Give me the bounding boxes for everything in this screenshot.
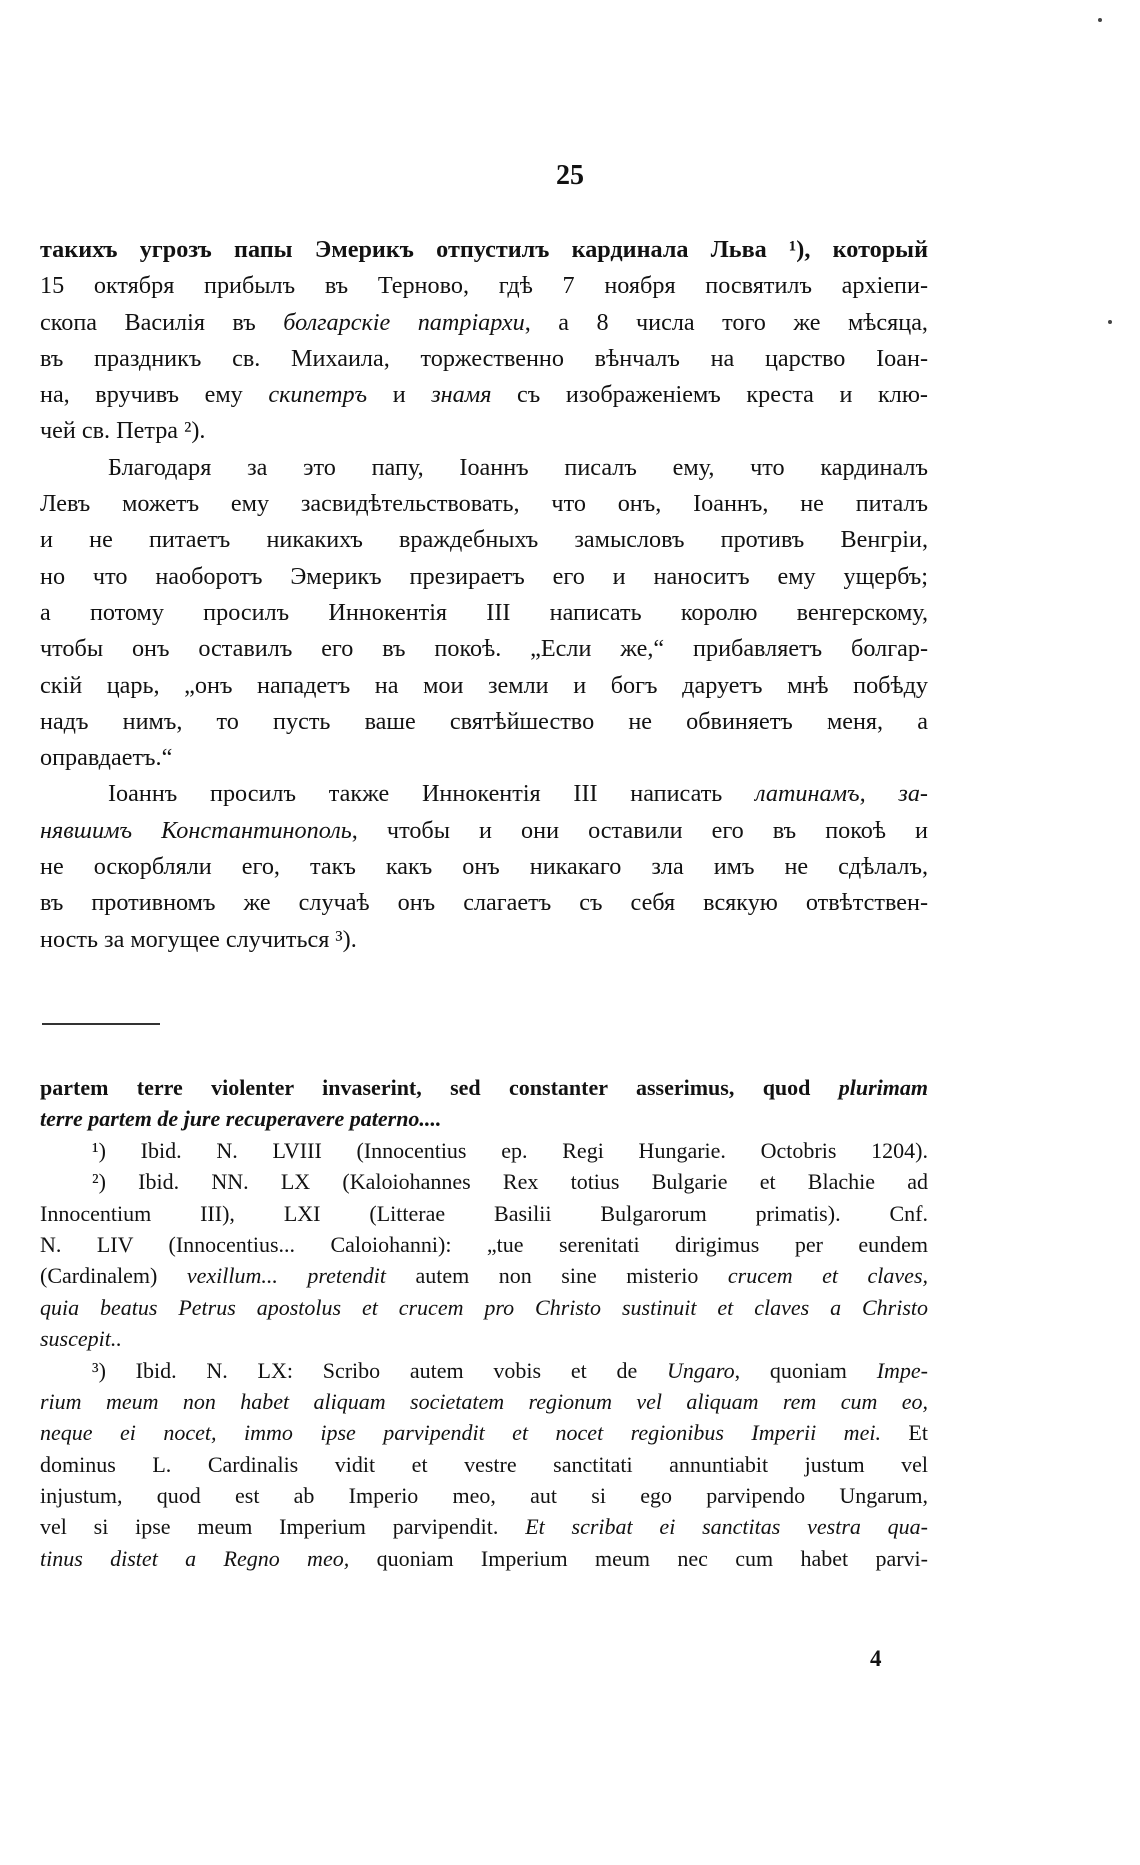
footnote-line: vel si ipse meum Imperium parvipendit. Et scribat ei sanctitas vestra qua-	[40, 1514, 928, 1540]
footnote-line: N. LIV (Innocentius... Caloiohanni): „tue serenitati dirigimus per eundem	[40, 1231, 928, 1257]
text-line: въ праздникъ св. Михаила, торжественно вѣнчалъ на царство Іоан-	[40, 344, 928, 372]
text-line: на, вручивъ ему скипетръ и знамя съ изображеніемъ креста и клю-	[40, 381, 928, 409]
text-line: чей св. Петра ²).	[40, 417, 206, 445]
text-line: не оскорбляли его, такъ какъ онъ никакаго зла имъ не сдѣлалъ,	[40, 853, 928, 881]
text-line: въ противномъ же случаѣ онъ слагаетъ съ себя всякую отвѣтствен-	[40, 889, 928, 917]
footnote-line: quia beatus Petrus apostolus et crucem pro Christo sustinuit et claves a Christo	[40, 1294, 928, 1320]
signature-mark: 4	[870, 1646, 882, 1671]
paragraph-start: Благодаря за это папу, Іоаннъ писалъ ему, что кардиналъ	[108, 453, 928, 481]
footnote-line: tinus distet a Regno meo, quoniam Imperium meum nec cum habet parvi-	[40, 1545, 928, 1571]
text-line: ность за могущее случиться ³).	[40, 925, 357, 953]
speck	[1098, 18, 1102, 22]
text-line: а потому просилъ Иннокентія III написать королю венгерскому,	[40, 598, 928, 626]
page-number: 25	[556, 160, 584, 191]
footnote-line: suscepit..	[40, 1326, 122, 1352]
footnote-line: rium meum non habet aliquam societatem regionum vel aliquam rem cum eo,	[40, 1388, 928, 1414]
footnote-line: terre partem de jure recuperavere paterno....	[40, 1106, 442, 1132]
text-line: и не питаетъ никакихъ враждебныхъ замысловъ противъ Венгріи,	[40, 526, 928, 554]
footnote-2: ²) Ibid. NN. LX (Kaloiohannes Rex totius Bulgarie et Blachie ad	[92, 1169, 928, 1195]
text-line: скопа Василія въ болгарскіе патріархи, а 8 числа того же мѣсяца,	[40, 308, 928, 336]
text-line: Левъ можетъ ему засвидѣтельствовать, что онъ, Іоаннъ, не питалъ	[40, 490, 928, 518]
text-line: 15 октября прибылъ въ Терново, гдѣ 7 ноября посвятилъ архіепи-	[40, 272, 928, 300]
footnote-divider	[42, 1023, 160, 1025]
paragraph-start: Іоаннъ просилъ также Иннокентія III написать латинамъ, за-	[108, 780, 928, 808]
footnote-line: (Cardinalem) vexillum... pretendit autem non sine misterio crucem et claves,	[40, 1263, 929, 1289]
text-line: оправдаетъ.“	[40, 744, 173, 772]
text-line: нявшимъ Константинополь, чтобы и они оставили его въ покоѣ и	[40, 816, 929, 844]
footnote-1: ¹) Ibid. N. LVIII (Innocentius ep. Regi Hungarie. Octobris 1204).	[92, 1137, 928, 1163]
text-line: надъ нимъ, то пусть ваше святѣйшество не обвиняетъ меня, а	[40, 707, 928, 735]
main-text	[40, 232, 928, 958]
footnote-line: Innocentium III), LXI (Litterae Basilii Bulgarorum primatis). Cnf.	[40, 1200, 928, 1226]
speck	[1108, 320, 1112, 324]
footnotes	[40, 1072, 928, 1574]
footnote-line: neque ei nocet, immo ipse parvipendit et nocet regionibus Imperii mei. Et	[40, 1420, 928, 1446]
text-line: чтобы онъ оставилъ его въ покоѣ. „Если же,“ прибавляетъ болгар-	[40, 635, 928, 663]
text-line: скій царь, „онъ нападетъ на мои земли и богъ даруетъ мнѣ побѣду	[40, 671, 928, 699]
text-line: такихъ угрозъ папы Эмерикъ отпустилъ кардинала Льва ¹), который	[40, 236, 928, 263]
text-line: но что наоборотъ Эмерикъ презираетъ его и наноситъ ему ущербъ;	[40, 562, 928, 590]
footnote-3: ³) Ibid. N. LX: Scribo autem vobis et de Ungaro, quoniam Impe-	[92, 1357, 928, 1383]
footnote-line: injustum, quod est ab Imperio meo, aut si ego parvipendo Ungarum,	[40, 1483, 928, 1509]
footnote-line: partem terre violenter invaserint, sed constanter asserimus, quod plurimam	[40, 1075, 928, 1100]
footnote-line: dominus L. Cardinalis vidit et vestre sanctitati annuntiabit justum vel	[40, 1451, 928, 1477]
